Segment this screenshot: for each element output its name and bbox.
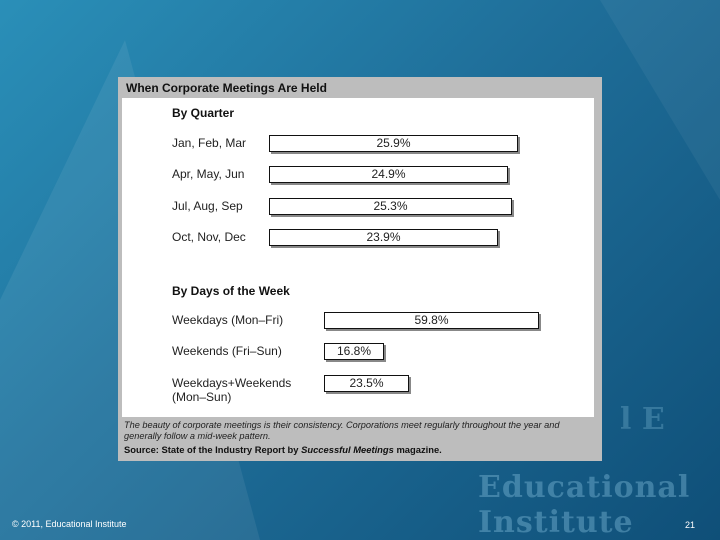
source-suffix: magazine.: [393, 444, 442, 455]
category-label: [172, 167, 244, 181]
bar-value-label: 25.3%: [373, 199, 408, 213]
chart-title-by-days: By Days of the Week: [172, 284, 290, 298]
source-publication: Successful Meetings: [301, 444, 394, 455]
bar: [269, 135, 518, 152]
bar: [269, 229, 498, 246]
category-label: [172, 136, 246, 150]
bar-value-label: 59.8%: [414, 313, 449, 327]
figure-title: When Corporate Meetings Are Held: [126, 81, 327, 95]
category-label-line: Jan, Feb, Mar: [172, 136, 247, 150]
category-label: [172, 344, 282, 358]
watermark-logo-fragment: l E: [620, 402, 665, 437]
bar-value-label: 23.9%: [366, 230, 401, 244]
bar-value-label: 24.9%: [371, 167, 406, 181]
category-label-line: Weekdays (Mon–Fri): [172, 313, 284, 327]
category-label-line: Jul, Aug, Sep: [172, 199, 243, 213]
category-label-line: Oct, Nov, Dec: [172, 230, 246, 244]
category-label: [172, 376, 291, 404]
bar: [324, 375, 409, 392]
source-prefix: Source: State of the Industry Report by: [124, 444, 302, 455]
bar-value-label: 16.8%: [336, 344, 372, 358]
category-label-line: Apr, May, Jun: [172, 167, 245, 181]
figure-card: [118, 77, 602, 461]
category-label-line: Weekdays+Weekends: [172, 376, 292, 390]
bar-value-label: 23.5%: [349, 376, 384, 390]
category-label: [172, 199, 243, 213]
figure-caption: The beauty of corporate meetings is their consistency. Corporations meet regularly throughout the year and generally follow a mid-week pattern.: [124, 420, 560, 441]
chart-title-by-quarter: By Quarter: [172, 106, 235, 120]
bar: [269, 198, 512, 215]
category-label-line: (Mon–Sun): [172, 390, 232, 404]
watermark-logo: Educational Institute: [478, 470, 691, 540]
copyright-footer: © 2011, Educational Institute: [12, 519, 127, 529]
category-label: [172, 230, 246, 244]
figure-source: [124, 444, 442, 455]
bar: [324, 343, 384, 360]
bar: [269, 166, 508, 183]
category-label: [172, 313, 283, 327]
category-label-line: Weekends (Fri–Sun): [172, 344, 282, 358]
page-number: 21: [684, 520, 695, 530]
bar-value-label: 25.9%: [376, 136, 411, 150]
bar: [324, 312, 539, 329]
chart-area: [122, 98, 594, 417]
